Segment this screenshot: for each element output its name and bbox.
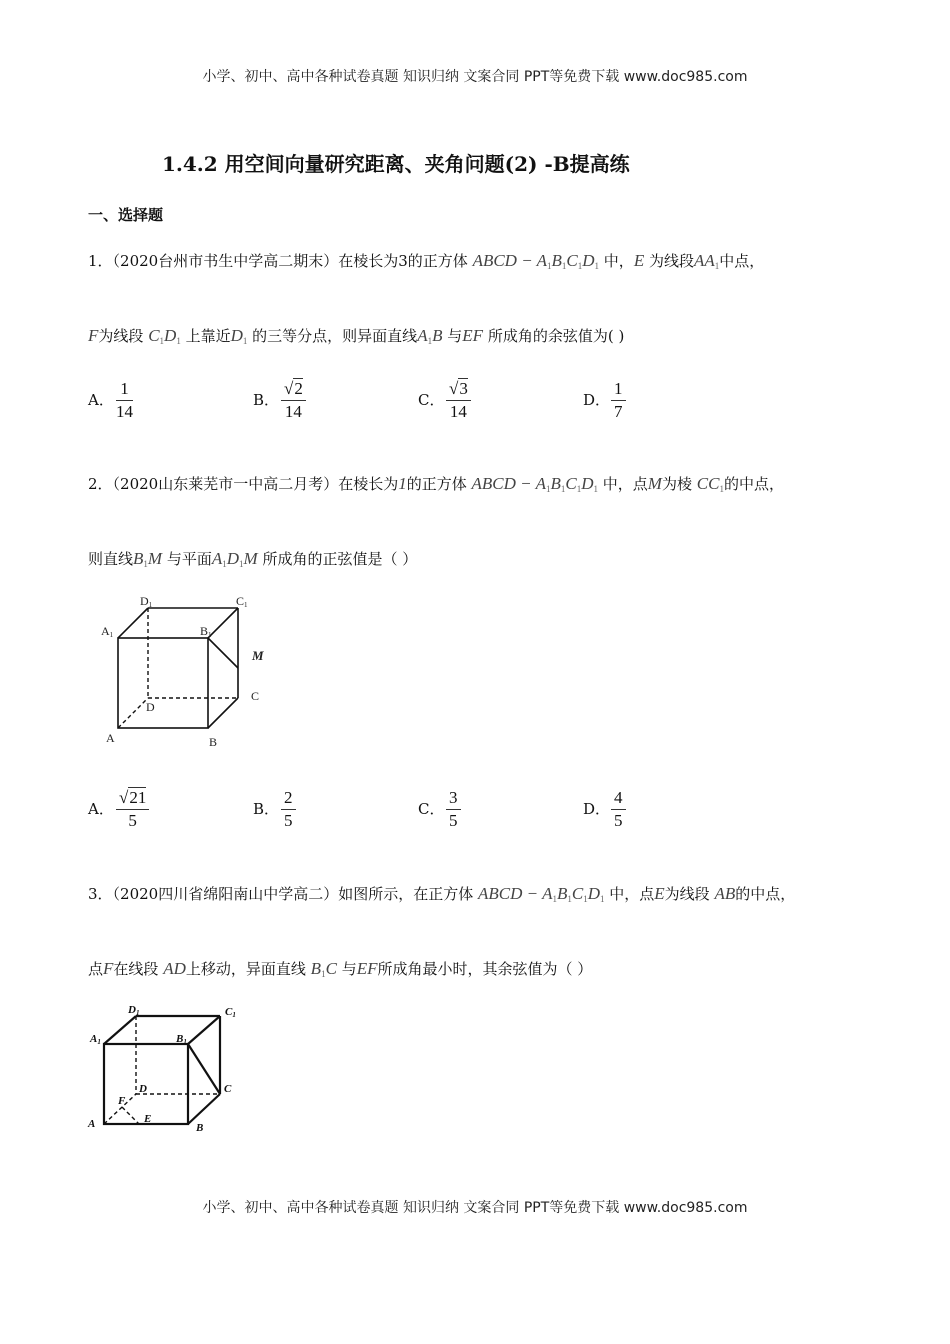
footer-banner: 小学、初中、高中各种试卷真题 知识归纳 文案合同 PPT等免费下载 www.doc985.com bbox=[202, 1200, 748, 1216]
label-b1: B1 bbox=[200, 624, 212, 639]
label-e: E bbox=[144, 1113, 152, 1125]
label-c: C bbox=[224, 1083, 232, 1095]
label-d: D bbox=[139, 1083, 147, 1095]
label-d: D bbox=[146, 700, 155, 714]
q3-cube-figure bbox=[84, 1000, 254, 1140]
q1-option-b[interactable]: B． $\frac{√2}{14}$ bbox=[253, 378, 306, 423]
label-a: A bbox=[88, 1118, 96, 1130]
q2-cube-figure bbox=[96, 590, 286, 750]
question-2-line-1: 2．（2020山东莱芜市一中高二月考）在棱长为1的正方体 ABCD − $A_1B_1C_1D_1$ 中，点M为棱 $CC_1$的中点， bbox=[88, 474, 784, 494]
label-m: M bbox=[252, 648, 264, 663]
header-banner: 小学、初中、高中各种试卷真题 知识归纳 文案合同 PPT等免费下载 www.doc985.com bbox=[202, 69, 748, 85]
question-1-line-1: 1．（2020台州市书生中学高二期末）在棱长为3的正方体 ABCD − $A_1B_1C_1D_1$ 中，E 为线段$AA_1$中点， bbox=[88, 251, 765, 271]
section-heading: 一、选择题 bbox=[88, 206, 164, 224]
label-d1: D1 bbox=[140, 594, 153, 609]
label-b1: B1 bbox=[176, 1033, 187, 1046]
q2-option-a[interactable]: A． $\frac{√21}{5}$ bbox=[88, 787, 149, 832]
q1-option-c[interactable]: C． $\frac{√3}{14}$ bbox=[418, 378, 471, 423]
question-2-line-2: 则直线$B_1M$ 与平面$A_1D_1M$ 所成角的正弦值是（ ） bbox=[88, 549, 418, 569]
label-c1: C1 bbox=[236, 594, 248, 609]
q1-option-a[interactable]: A． $\frac{1}{14}$ bbox=[88, 379, 133, 421]
q2-option-c[interactable]: C． $\frac{3}{5}$ bbox=[418, 787, 461, 832]
label-c: C bbox=[251, 689, 260, 703]
label-b: B bbox=[209, 735, 218, 749]
label-f: F bbox=[118, 1095, 126, 1107]
label-c1: C1 bbox=[225, 1006, 236, 1019]
question-1-line-2: F为线段 $C_1D_1$ 上靠近$D_1$ 的三等分点，则异面直线$A_1B$ 与EF 所成角的余弦值为( ) bbox=[88, 326, 625, 346]
q2-option-d[interactable]: D． $\frac{4}{5}$ bbox=[583, 787, 626, 832]
label-d1: D1 bbox=[128, 1004, 140, 1017]
label-a: A bbox=[106, 731, 115, 745]
question-3-line-2: 点F在线段 AD上移动，异面直线 $B_1C$ 与EF所成角最小时，其余弦值为（ ） bbox=[88, 959, 593, 979]
q1-option-d[interactable]: D． $\frac{1}{7}$ bbox=[583, 378, 626, 423]
label-a1: A1 bbox=[101, 624, 114, 639]
label-b: B bbox=[196, 1122, 204, 1134]
question-3-line-1: 3．（2020四川省绵阳南山中学高二）如图所示，在正方体 ABCD − $A_1B_1C_1D_1$ 中，点E为线段 AB的中点， bbox=[88, 884, 796, 904]
page-title: 1.4.2 用空间向量研究距离、夹角问题(2) -B提高练 bbox=[162, 152, 630, 176]
label-a1: A1 bbox=[90, 1033, 101, 1046]
q2-option-b[interactable]: B． $\frac{2}{5}$ bbox=[253, 787, 296, 832]
cube-expression: ABCD − $A_1B_1C_1D_1$ bbox=[472, 251, 600, 271]
